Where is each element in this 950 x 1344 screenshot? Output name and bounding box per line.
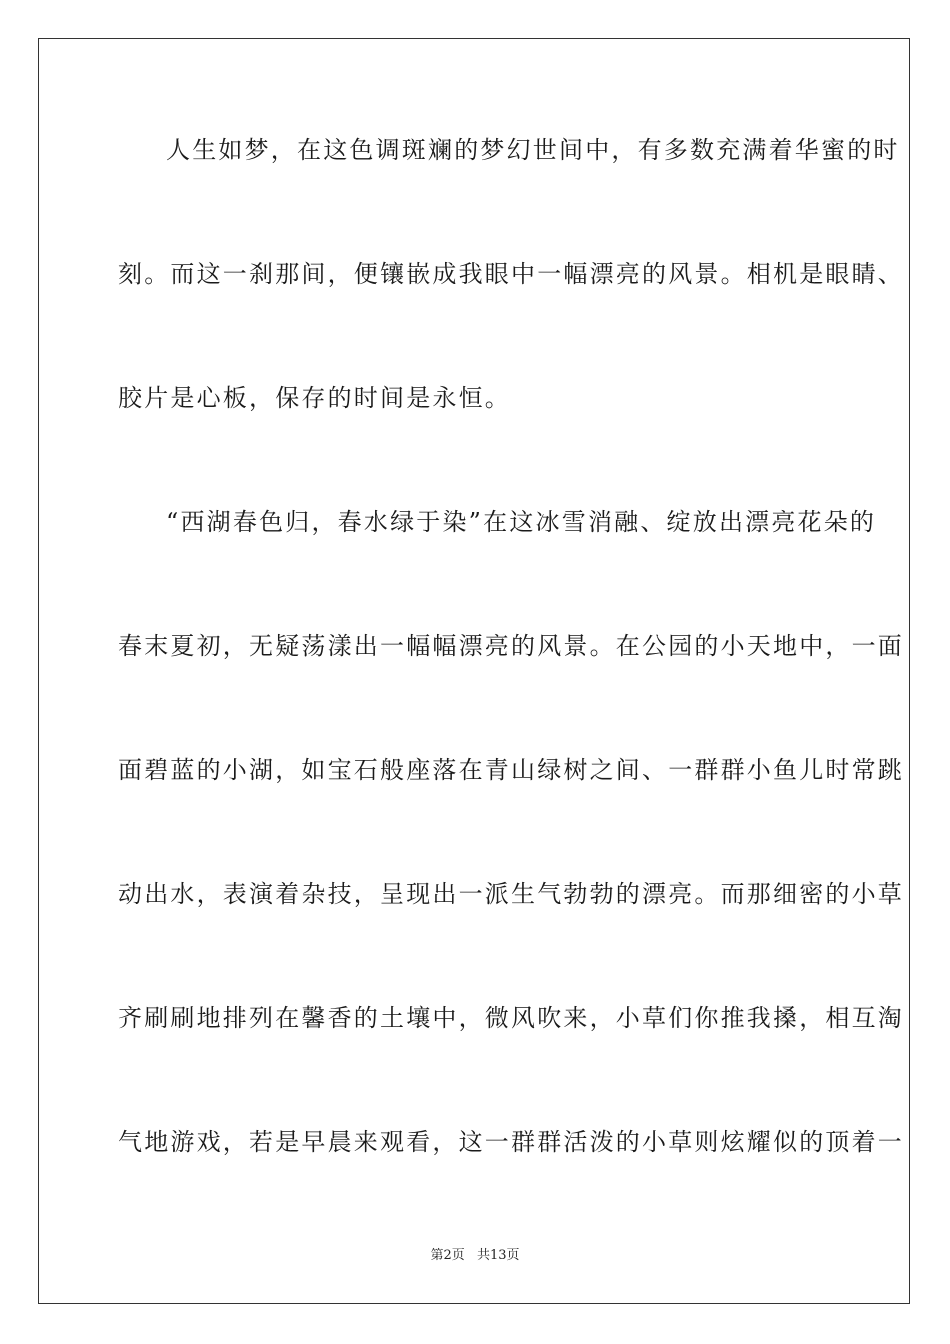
paragraph-2-line-5: 齐刷刷地排列在馨香的土壤中，微风吹来，小草们你推我搡，相互淘: [118, 1004, 904, 1032]
paragraph-1-line-1: 人生如梦，在这色调斑斓的梦幻世间中，有多数充满着华蜜的时: [166, 136, 900, 164]
page-border: [38, 38, 910, 1304]
paragraph-1-line-3: 胶片是心板，保存的时间是永恒。: [118, 384, 511, 412]
paragraph-2-line-6: 气地游戏，若是早晨来观看，这一群群活泼的小草则炫耀似的顶着一: [118, 1128, 904, 1156]
page-footer: [0, 1247, 950, 1265]
page-number: 第2页: [430, 1248, 465, 1263]
paragraph-1-line-2: 刻。而这一刹那间，便镶嵌成我眼中一幅漂亮的风景。相机是眼睛、: [118, 260, 904, 288]
paragraph-2-line-3: 面碧蓝的小湖，如宝石般座落在青山绿树之间、一群群小鱼儿时常跳: [118, 756, 904, 784]
total-pages: 共13页: [476, 1248, 520, 1263]
paragraph-2-line-2: 春末夏初，无疑荡漾出一幅幅漂亮的风景。在公园的小天地中，一面: [118, 632, 904, 660]
paragraph-2-line-1: “西湖春色归，春水绿于染”在这冰雪消融、绽放出漂亮花朵的: [166, 508, 877, 536]
paragraph-2-line-4: 动出水，表演着杂技，呈现出一派生气勃勃的漂亮。而那细密的小草: [118, 880, 904, 908]
